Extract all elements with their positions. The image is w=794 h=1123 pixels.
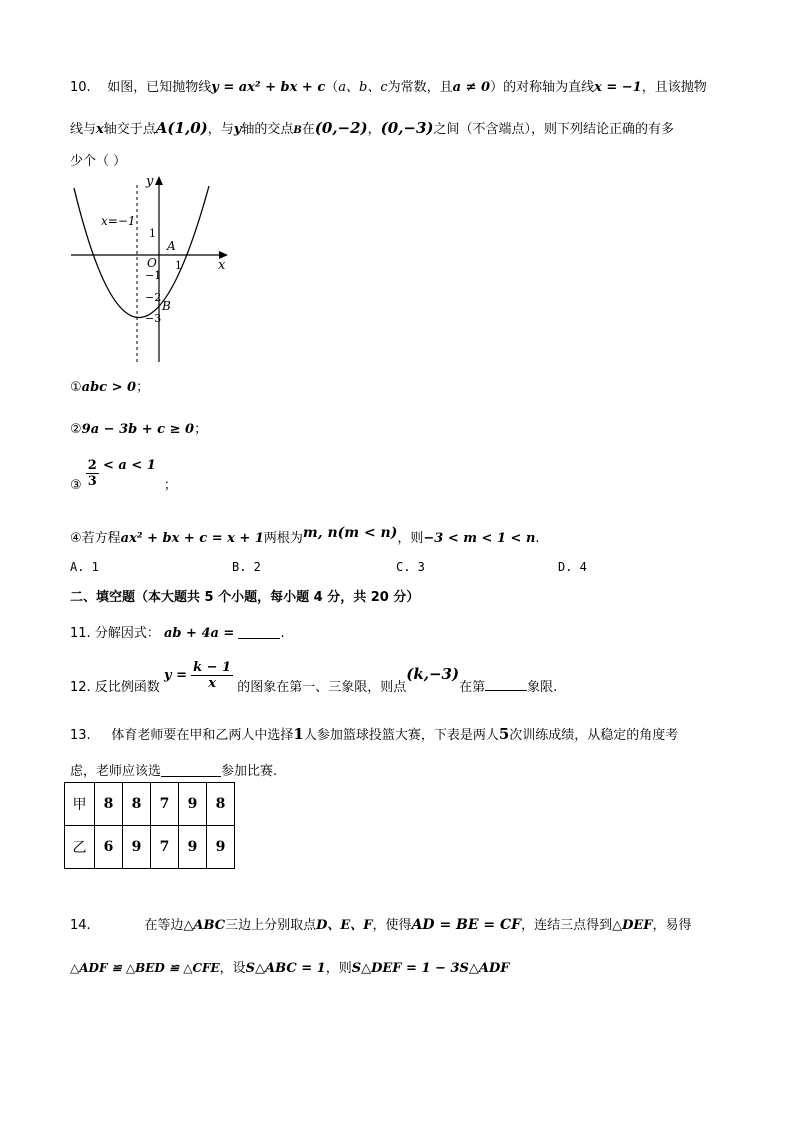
q14-text-g: ，则 xyxy=(325,961,352,976)
statement-4 xyxy=(70,525,540,546)
q14-text-f: ，设 xyxy=(219,961,246,976)
statement-3 xyxy=(70,458,177,493)
option-d: D. 4 xyxy=(558,560,587,574)
table-cell: 9 xyxy=(179,826,207,869)
y-var: y xyxy=(233,122,242,137)
y-axis-arrow xyxy=(155,176,163,185)
q13-text-a: 体育老师要在甲和乙两人中选择 xyxy=(111,728,294,743)
origin-label: O xyxy=(147,256,157,270)
s4-end: . xyxy=(535,531,540,546)
s3-mark: ③ xyxy=(70,478,82,493)
q12-number: 12. xyxy=(70,680,91,695)
q13-five: 5 xyxy=(498,725,510,743)
q13-line1 xyxy=(70,724,678,743)
s1-expr: abc > 0 xyxy=(81,380,137,395)
q10-l2c: ，与 xyxy=(207,122,234,137)
q14-points: D、E、F xyxy=(316,918,373,933)
q13-l2a: 虑，老师应该选 xyxy=(70,764,162,779)
table-cell: 9 xyxy=(179,783,207,826)
point-b-label: B xyxy=(162,299,171,313)
q11-answer-blank[interactable] xyxy=(238,626,280,639)
q10-tail: ，且该抛物 xyxy=(641,80,707,95)
s3-end: ； xyxy=(163,478,177,493)
tick-y-minus1: −1 xyxy=(145,269,162,282)
q14-line1 xyxy=(70,914,692,933)
table-cell: 7 xyxy=(151,783,179,826)
q10-line2 xyxy=(70,118,674,137)
q10-number: 10. xyxy=(70,80,91,95)
table-row xyxy=(65,783,235,826)
x-axis-label: x xyxy=(218,258,226,273)
abc-vars: a、b、c xyxy=(338,80,388,95)
table-cell: 8 xyxy=(123,783,151,826)
q11-text: 分解因式： xyxy=(94,626,160,641)
s4-text-b: 两根为 xyxy=(263,531,303,546)
table-cell: 8 xyxy=(207,783,235,826)
option-b: B. 2 xyxy=(232,560,261,574)
q12-text-c: 在第 xyxy=(459,680,486,695)
a-nonzero: a ≠ 0 xyxy=(452,80,491,95)
s1-mark: ① xyxy=(70,380,82,395)
table-cell: 6 xyxy=(95,826,123,869)
s4-roots: m, n(m < n) xyxy=(302,525,398,541)
s2-mark: ② xyxy=(70,422,82,437)
q11-end: . xyxy=(280,626,285,641)
point-b: B xyxy=(293,125,302,136)
s1-end: ； xyxy=(136,380,150,395)
q11-line xyxy=(70,622,285,641)
q13-text-c: 次训练成绩，从稳定的角度考 xyxy=(509,728,679,743)
tick-y-minus2: −2 xyxy=(145,291,162,304)
paren-close: ） xyxy=(490,80,504,95)
q14-number: 14. xyxy=(70,918,91,933)
q10-l2a: 线与 xyxy=(70,122,97,137)
s3-fraction xyxy=(86,458,99,489)
q12-num: k − 1 xyxy=(193,660,232,675)
q10-line3: 少个（ ） xyxy=(70,154,127,169)
s4-text-a: 若方程 xyxy=(81,531,121,546)
q14-text-d: ，连结三点得到 xyxy=(521,918,613,933)
q13-one: 1 xyxy=(293,725,304,743)
statement-2 xyxy=(70,418,207,437)
parabola-curve xyxy=(74,186,209,318)
x-var: x xyxy=(96,122,104,137)
table-cell: 9 xyxy=(207,826,235,869)
tick-x-1: 1 xyxy=(175,259,182,272)
q12-y-eq: y = xyxy=(163,668,187,683)
parabola-graph xyxy=(68,170,238,366)
table-row xyxy=(65,826,235,869)
q14-line2 xyxy=(70,957,510,976)
q12-text-a: 反比例函数 xyxy=(94,680,160,695)
q12-line xyxy=(70,660,557,695)
q14-text-c: ，使得 xyxy=(372,918,412,933)
option-c: C. 3 xyxy=(396,560,425,574)
q12-fraction xyxy=(191,660,233,691)
table-cell: 8 xyxy=(95,783,123,826)
s3-expr: < a < 1 xyxy=(102,458,156,473)
q11-expr: ab + 4a = xyxy=(163,626,235,641)
axis-text: 的对称轴为直线 xyxy=(503,80,595,95)
symmetry-label: x=−1 xyxy=(101,214,136,228)
parabola-equation: y = ax² + bx + c xyxy=(211,80,326,95)
q13-l2b: 参加比赛. xyxy=(221,764,278,779)
score-table xyxy=(64,782,235,869)
q10-l2b: 轴交于点 xyxy=(103,122,156,137)
comma: ， xyxy=(367,122,381,137)
q10-l2f: 之间（不含端点），则下列结论正确的有多 xyxy=(433,122,675,137)
q10-intro: 如图，已知抛物线 xyxy=(107,80,212,95)
section-heading: 二、填空题（本大题共 5 个小题，每小题 4 分，共 20 分） xyxy=(70,590,420,605)
s3-num: 2 xyxy=(87,458,97,473)
s2-expr: 9a − 3b + c ≥ 0 xyxy=(81,422,195,437)
q12-text-b: 的图象在第一、三象限，则点 xyxy=(237,680,407,695)
q12-answer-blank[interactable] xyxy=(485,678,527,691)
table-cell-name: 乙 xyxy=(65,826,95,869)
s4-inequality: −3 < m < 1 < n xyxy=(423,531,536,546)
q10-l2d: 轴的交点 xyxy=(241,122,294,137)
q14-area-abc: S△ABC = 1 xyxy=(245,961,326,976)
tick-y-1: 1 xyxy=(149,227,156,240)
range-end: (0,−3) xyxy=(380,119,434,137)
q11-number: 11. xyxy=(70,626,91,641)
q13-text-b: 人参加篮球投篮大赛，下表是两人 xyxy=(303,728,499,743)
option-a: A. 1 xyxy=(70,560,99,574)
q14-congruence: △ADF ≌ △BED ≌ △CFE xyxy=(70,961,220,975)
q13-number: 13. xyxy=(70,728,91,743)
q12-den: x xyxy=(208,676,216,691)
s4-text-c: ，则 xyxy=(397,531,424,546)
range-start: (0,−2) xyxy=(314,119,368,137)
axis-equation: x = −1 xyxy=(594,80,642,95)
q12-text-d: 象限. xyxy=(527,680,558,695)
q10-l2e: 在 xyxy=(301,122,315,137)
q12-point: (k,−3) xyxy=(406,665,460,683)
statement-1 xyxy=(70,376,149,395)
table-cell-name: 甲 xyxy=(65,783,95,826)
s2-end: ； xyxy=(194,422,208,437)
paren-open: （ xyxy=(325,80,339,95)
q14-area-def: S△DEF = 1 − 3S△ADF xyxy=(351,961,510,976)
s4-equation: ax² + bx + c = x + 1 xyxy=(120,531,264,546)
y-axis-label: y xyxy=(146,174,154,189)
point-a: A(1,0) xyxy=(155,119,208,137)
point-a-label: A xyxy=(167,239,176,253)
q14-text-a: 在等边 xyxy=(144,918,184,933)
q14-triangle: △ABC xyxy=(183,918,226,933)
q14-equality: AD = BE = CF xyxy=(411,917,522,933)
q13-answer-blank[interactable] xyxy=(161,764,221,777)
q13-line2 xyxy=(70,760,277,779)
q14-text-b: 三边上分别取点 xyxy=(225,918,317,933)
q10-line1 xyxy=(70,76,707,95)
tick-y-minus3: −3 xyxy=(145,312,162,325)
const-text: 为常数，且 xyxy=(387,80,453,95)
q14-text-e: ，易得 xyxy=(652,918,692,933)
s3-den: 3 xyxy=(87,474,97,489)
table-cell: 7 xyxy=(151,826,179,869)
table-cell: 9 xyxy=(123,826,151,869)
s4-mark: ④ xyxy=(70,531,82,546)
q14-def: △DEF xyxy=(612,918,653,933)
